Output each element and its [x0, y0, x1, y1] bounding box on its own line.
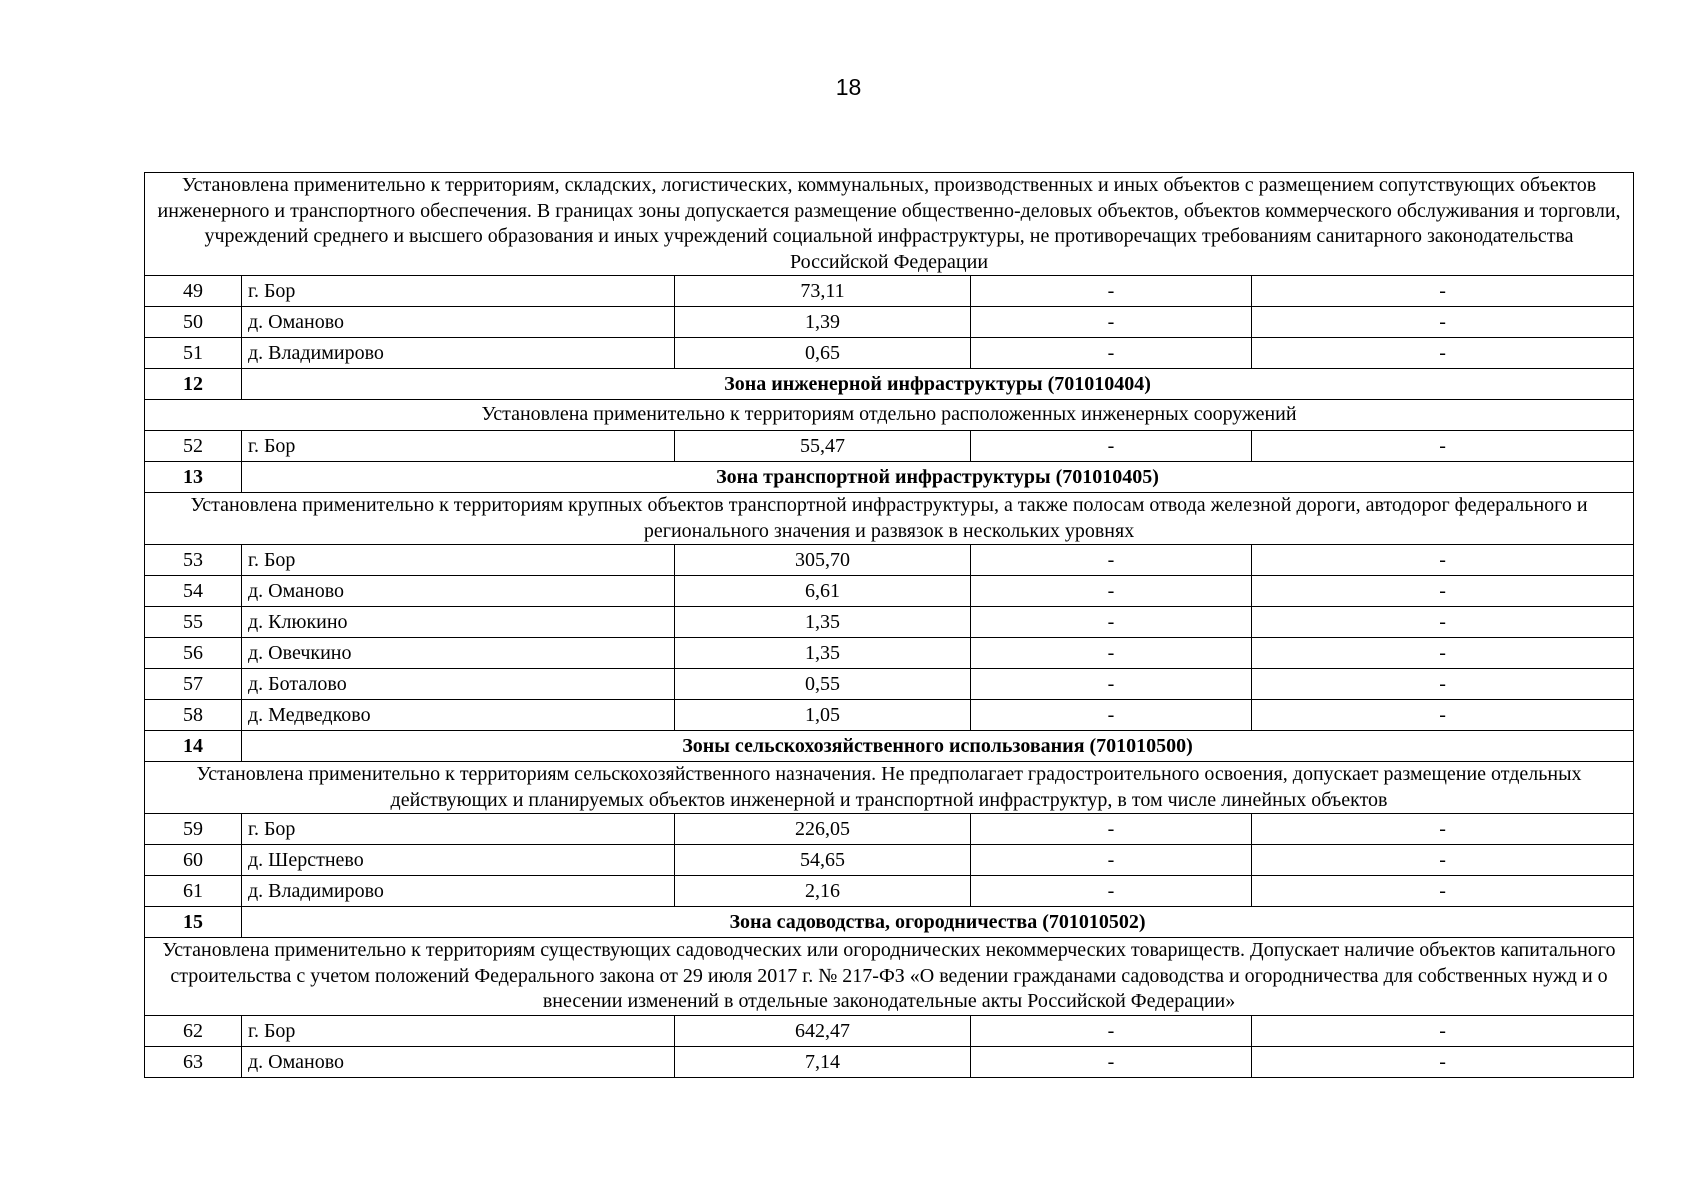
zone-description-row — [145, 173, 1634, 276]
row-number: 54 — [145, 576, 242, 607]
zone-number: 12 — [145, 369, 242, 400]
settlement-name: д. Владимирово — [242, 338, 675, 369]
area-value: 54,65 — [675, 845, 971, 876]
area-value: 305,70 — [675, 545, 971, 576]
column-5-value: - — [1252, 1016, 1634, 1047]
zone-description-row — [145, 493, 1634, 545]
row-number: 59 — [145, 814, 242, 845]
area-value: 642,47 — [675, 1016, 971, 1047]
settlement-name: д. Оманово — [242, 1047, 675, 1078]
area-value: 1,39 — [675, 307, 971, 338]
row-number: 61 — [145, 876, 242, 907]
table-row — [145, 545, 1634, 576]
table-row — [145, 638, 1634, 669]
area-value: 55,47 — [675, 431, 971, 462]
zone-description: Установлена применительно к территориям сельскохозяйственного назначения. Не предполагает градостроительного освоения, допускает размещение отдельных действующих и планируемых объектов инженерной и транспортной инфраструктур, в том числе линейных объектов — [145, 762, 1634, 814]
zone-number: 13 — [145, 462, 242, 493]
row-number: 63 — [145, 1047, 242, 1078]
settlement-name: г. Бор — [242, 276, 675, 307]
table-row — [145, 607, 1634, 638]
table-row — [145, 814, 1634, 845]
table-row — [145, 669, 1634, 700]
zone-description-row — [145, 400, 1634, 431]
zone-header-row — [145, 907, 1634, 938]
settlement-name: г. Бор — [242, 814, 675, 845]
area-value: 6,61 — [675, 576, 971, 607]
row-number: 57 — [145, 669, 242, 700]
zones-table — [144, 172, 1634, 1078]
column-4-value: - — [971, 338, 1252, 369]
zone-description: Установлена применительно к территориям отдельно расположенных инженерных сооружений — [145, 400, 1634, 431]
zone-title: Зона садоводства, огородничества (701010502) — [242, 907, 1634, 938]
column-4-value: - — [971, 545, 1252, 576]
zone-header-row — [145, 462, 1634, 493]
column-5-value: - — [1252, 545, 1634, 576]
column-4-value: - — [971, 607, 1252, 638]
table-row — [145, 1016, 1634, 1047]
zone-description: Установлена применительно к территориям, складских, логистических, коммунальных, производственных и иных объектов с размещением сопутствующих объектов инженерного и транспортного обеспечения. В границах зоны допускается размещение общественно-деловых объектов, объектов коммерческого обслуживания и торговли, учреждений среднего и высшего образования и иных учреждений социальной инфраструктуры, не противоречащих требованиям санитарного законодательства Российской Федерации — [145, 173, 1634, 276]
column-5-value: - — [1252, 669, 1634, 700]
column-5-value: - — [1252, 307, 1634, 338]
table-row — [145, 1047, 1634, 1078]
column-5-value: - — [1252, 338, 1634, 369]
zone-header-row — [145, 731, 1634, 762]
column-5-value: - — [1252, 276, 1634, 307]
page-number: 18 — [835, 74, 862, 100]
zone-title: Зоны сельскохозяйственного использования (701010500) — [242, 731, 1634, 762]
zone-description-row — [145, 938, 1634, 1016]
settlement-name: д. Клюкино — [242, 607, 675, 638]
area-value: 7,14 — [675, 1047, 971, 1078]
table-row — [145, 307, 1634, 338]
column-4-value: - — [971, 669, 1252, 700]
table-row — [145, 845, 1634, 876]
zone-description: Установлена применительно к территориям существующих садоводческих или огороднических некоммерческих товариществ. Допускает наличие объектов капитального строительства с учетом положений Федерального закона от 29 июля 2017 г. № 217-ФЗ «О ведении гражданами садоводства и огородничества для собственных нужд и о внесении изменений в отдельные законодательные акты Российской Федерации» — [145, 938, 1634, 1016]
row-number: 52 — [145, 431, 242, 462]
zone-number: 14 — [145, 731, 242, 762]
area-value: 73,11 — [675, 276, 971, 307]
column-4-value: - — [971, 307, 1252, 338]
area-value: 1,05 — [675, 700, 971, 731]
column-5-value: - — [1252, 845, 1634, 876]
area-value: 0,55 — [675, 669, 971, 700]
column-4-value: - — [971, 876, 1252, 907]
settlement-name: д. Медведково — [242, 700, 675, 731]
row-number: 51 — [145, 338, 242, 369]
zone-description: Установлена применительно к территориям крупных объектов транспортной инфраструктуры, а также полосам отвода железной дороги, автодорог федерального и регионального значения и развязок в нескольких уровнях — [145, 493, 1634, 545]
column-5-value: - — [1252, 576, 1634, 607]
area-value: 2,16 — [675, 876, 971, 907]
settlement-name: г. Бор — [242, 545, 675, 576]
area-value: 1,35 — [675, 607, 971, 638]
settlement-name: д. Оманово — [242, 576, 675, 607]
table-row — [145, 431, 1634, 462]
column-4-value: - — [971, 814, 1252, 845]
zone-title: Зона инженерной инфраструктуры (701010404) — [242, 369, 1634, 400]
zone-title: Зона транспортной инфраструктуры (701010405) — [242, 462, 1634, 493]
row-number: 56 — [145, 638, 242, 669]
row-number: 50 — [145, 307, 242, 338]
row-number: 55 — [145, 607, 242, 638]
table-row — [145, 700, 1634, 731]
row-number: 53 — [145, 545, 242, 576]
column-4-value: - — [971, 1047, 1252, 1078]
settlement-name: д. Владимирово — [242, 876, 675, 907]
settlement-name: г. Бор — [242, 431, 675, 462]
table-row — [145, 276, 1634, 307]
settlement-name: д. Овечкино — [242, 638, 675, 669]
column-4-value: - — [971, 276, 1252, 307]
column-5-value: - — [1252, 814, 1634, 845]
column-5-value: - — [1252, 638, 1634, 669]
row-number: 60 — [145, 845, 242, 876]
zone-number: 15 — [145, 907, 242, 938]
table-row — [145, 576, 1634, 607]
settlement-name: д. Боталово — [242, 669, 675, 700]
column-5-value: - — [1252, 431, 1634, 462]
column-5-value: - — [1252, 607, 1634, 638]
settlement-name: г. Бор — [242, 1016, 675, 1047]
column-5-value: - — [1252, 700, 1634, 731]
settlement-name: д. Шерстнево — [242, 845, 675, 876]
area-value: 226,05 — [675, 814, 971, 845]
zone-header-row — [145, 369, 1634, 400]
zone-description-row — [145, 762, 1634, 814]
column-4-value: - — [971, 576, 1252, 607]
row-number: 58 — [145, 700, 242, 731]
column-4-value: - — [971, 638, 1252, 669]
area-value: 0,65 — [675, 338, 971, 369]
settlement-name: д. Оманово — [242, 307, 675, 338]
table-row — [145, 338, 1634, 369]
area-value: 1,35 — [675, 638, 971, 669]
column-4-value: - — [971, 1016, 1252, 1047]
column-4-value: - — [971, 700, 1252, 731]
table-row — [145, 876, 1634, 907]
column-4-value: - — [971, 431, 1252, 462]
column-4-value: - — [971, 845, 1252, 876]
column-5-value: - — [1252, 1047, 1634, 1078]
column-5-value: - — [1252, 876, 1634, 907]
row-number: 62 — [145, 1016, 242, 1047]
row-number: 49 — [145, 276, 242, 307]
